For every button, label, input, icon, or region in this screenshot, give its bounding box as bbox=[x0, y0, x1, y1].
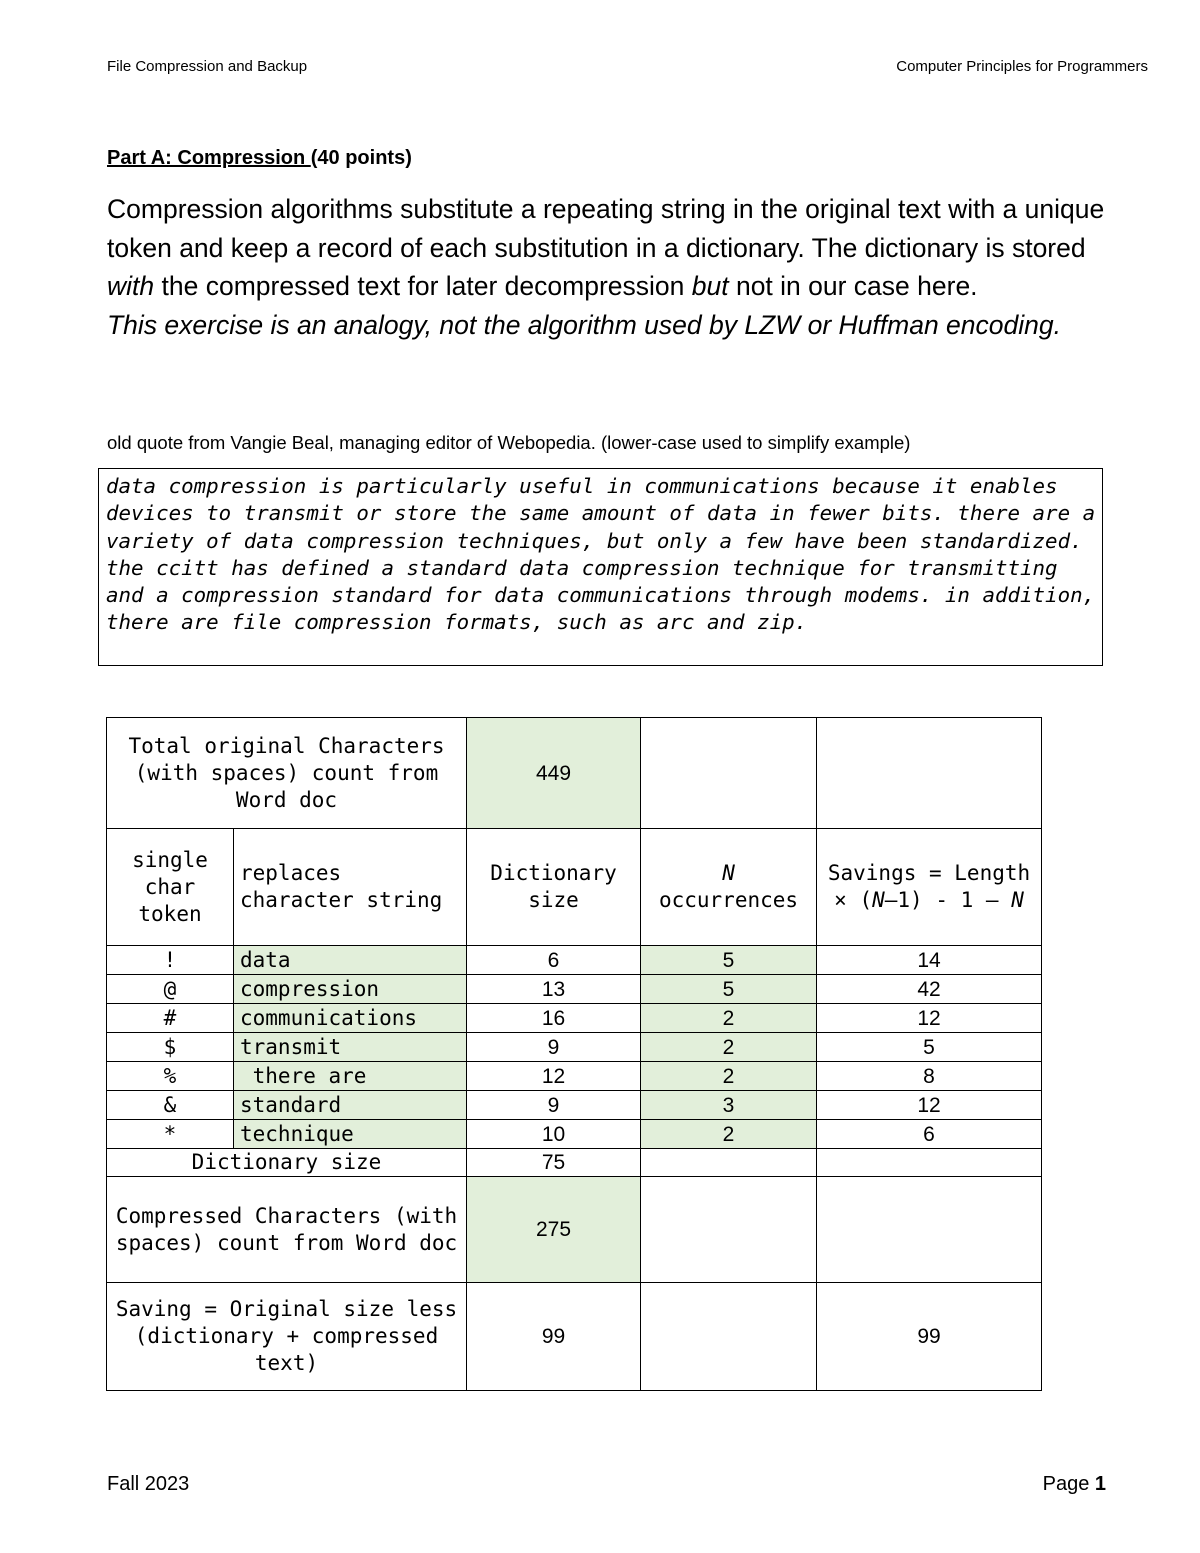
empty-cell bbox=[817, 1177, 1042, 1283]
savings-cell: 12 bbox=[817, 1004, 1042, 1033]
header-left: File Compression and Backup bbox=[107, 58, 308, 75]
intro-paragraph-1 bbox=[107, 190, 1107, 306]
string-cell[interactable]: compression bbox=[234, 975, 467, 1004]
occurrences-cell[interactable]: 5 bbox=[641, 975, 817, 1004]
footer-term: Fall 2023 bbox=[107, 1473, 190, 1495]
table-row bbox=[107, 1004, 1042, 1033]
dict-size-cell: 9 bbox=[467, 1091, 641, 1120]
intro-p1-c: not in our case here. bbox=[728, 271, 978, 301]
intro-p1-b: the compressed text for later decompression bbox=[154, 271, 692, 301]
dict-size-cell: 13 bbox=[467, 975, 641, 1004]
part-title bbox=[107, 147, 412, 170]
savings-formula-a: Savings = Length × ( bbox=[827, 861, 1031, 912]
footer-page bbox=[1043, 1473, 1106, 1496]
string-cell[interactable]: technique bbox=[234, 1120, 467, 1149]
token-cell: % bbox=[107, 1062, 234, 1091]
string-cell[interactable]: transmit bbox=[234, 1033, 467, 1062]
saving-label: Saving = Original size less (dictionary + compressed text) bbox=[107, 1283, 467, 1391]
dict-size-cell: 16 bbox=[467, 1004, 641, 1033]
intro-p1-a: Compression algorithms substitute a repeating string in the original text with a unique token and keep a record of each substitution in a dictionary. The dictionary is stored bbox=[107, 194, 1105, 263]
header-right: Computer Principles for Programmers bbox=[896, 58, 1148, 75]
header-n-var: N bbox=[722, 861, 735, 885]
empty-cell bbox=[641, 1177, 817, 1283]
savings-cell: 6 bbox=[817, 1120, 1042, 1149]
saving-row bbox=[107, 1283, 1042, 1391]
table-row bbox=[107, 946, 1042, 975]
occurrences-cell[interactable]: 2 bbox=[641, 1033, 817, 1062]
dict-size-cell: 10 bbox=[467, 1120, 641, 1149]
header-savings bbox=[817, 829, 1042, 946]
empty-cell bbox=[641, 1283, 817, 1391]
savings-cell: 8 bbox=[817, 1062, 1042, 1091]
page-number: 1 bbox=[1094, 1473, 1106, 1495]
header-token: single char token bbox=[107, 829, 234, 946]
token-cell: # bbox=[107, 1004, 234, 1033]
compressed-value[interactable]: 275 bbox=[467, 1177, 641, 1283]
intro-p2: This exercise is an analogy, not the algorithm used by LZW or Huffman encoding. bbox=[107, 309, 1061, 340]
header-dict-size: Dictionary size bbox=[467, 829, 641, 946]
table-header-row bbox=[107, 829, 1042, 946]
savings-formula-n2: N bbox=[1011, 888, 1024, 912]
savings-formula-b: –1) - 1 – bbox=[884, 888, 1012, 912]
string-cell[interactable]: data bbox=[234, 946, 467, 975]
dictionary-total-value: 75 bbox=[467, 1149, 641, 1177]
occurrences-cell[interactable]: 2 bbox=[641, 1004, 817, 1033]
empty-cell bbox=[641, 1149, 817, 1177]
header-occurrences bbox=[641, 829, 817, 946]
dictionary-total-label: Dictionary size bbox=[107, 1149, 467, 1177]
intro-paragraph-2 bbox=[107, 306, 1107, 345]
dict-size-cell: 12 bbox=[467, 1062, 641, 1091]
intro-p1-with: with bbox=[107, 271, 155, 301]
quote-box: data compression is particularly useful in communications because it enables devices to transmit or store the same amount of data in fewer bits. there are a variety of data compression techniques, but only a few have been standardized. the ccitt has defined a standard data compression technique for transmitting and a compression standard for data communications through modems. in addition, there are file compression formats, such as arc and zip. bbox=[98, 468, 1103, 666]
saving-value-check: 99 bbox=[817, 1283, 1042, 1391]
table-row bbox=[107, 1062, 1042, 1091]
intro-text bbox=[107, 190, 1107, 344]
savings-cell: 12 bbox=[817, 1091, 1042, 1120]
token-cell: * bbox=[107, 1120, 234, 1149]
page-label: Page bbox=[1042, 1473, 1095, 1495]
occurrences-cell[interactable]: 2 bbox=[641, 1120, 817, 1149]
table-row bbox=[107, 1091, 1042, 1120]
dict-size-cell: 9 bbox=[467, 1033, 641, 1062]
header-string: replaces character string bbox=[234, 829, 467, 946]
table-row bbox=[107, 1120, 1042, 1149]
quote-note: old quote from Vangie Beal, managing editor of Webopedia. (lower-case used to simplify example) bbox=[107, 432, 911, 453]
occurrences-cell[interactable]: 5 bbox=[641, 946, 817, 975]
total-original-label: Total original Characters (with spaces) count from Word doc bbox=[107, 718, 467, 829]
empty-cell bbox=[817, 1149, 1042, 1177]
savings-cell: 42 bbox=[817, 975, 1042, 1004]
table-row bbox=[107, 975, 1042, 1004]
table-row bbox=[107, 1033, 1042, 1062]
dict-size-cell: 6 bbox=[467, 946, 641, 975]
intro-p1-but: but bbox=[691, 271, 729, 301]
empty-cell bbox=[641, 718, 817, 829]
saving-value: 99 bbox=[467, 1283, 641, 1391]
total-original-row bbox=[107, 718, 1042, 829]
string-cell[interactable]: standard bbox=[234, 1091, 467, 1120]
empty-cell bbox=[817, 718, 1042, 829]
string-cell[interactable]: there are bbox=[234, 1062, 467, 1091]
string-cell[interactable]: communications bbox=[234, 1004, 467, 1033]
savings-formula-n1: N bbox=[872, 888, 885, 912]
total-original-value[interactable]: 449 bbox=[467, 718, 641, 829]
token-cell: $ bbox=[107, 1033, 234, 1062]
header-n-label: occurrences bbox=[658, 888, 799, 912]
savings-cell: 14 bbox=[817, 946, 1042, 975]
token-cell: @ bbox=[107, 975, 234, 1004]
part-title-text: Part A: Compression bbox=[107, 147, 311, 169]
part-points: (40 points) bbox=[310, 147, 412, 169]
occurrences-cell[interactable]: 2 bbox=[641, 1062, 817, 1091]
compressed-row bbox=[107, 1177, 1042, 1283]
token-cell: ! bbox=[107, 946, 234, 975]
compressed-label: Compressed Characters (with spaces) count from Word doc bbox=[107, 1177, 467, 1283]
token-cell: & bbox=[107, 1091, 234, 1120]
savings-cell: 5 bbox=[817, 1033, 1042, 1062]
dictionary-total-row bbox=[107, 1149, 1042, 1177]
compression-table bbox=[106, 717, 1042, 1391]
occurrences-cell[interactable]: 3 bbox=[641, 1091, 817, 1120]
